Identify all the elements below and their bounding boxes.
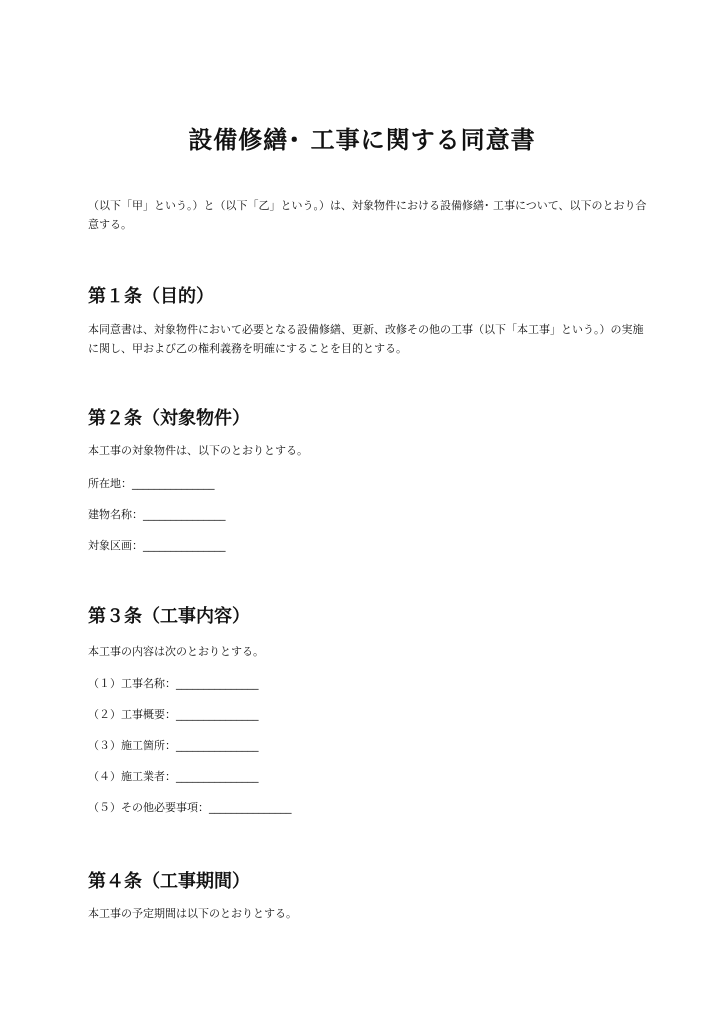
article-2-body: 本工事の対象物件は、以下のとおりとする。 (88, 444, 308, 457)
article-3-body: 本工事の内容は次のとおりとする。 (88, 645, 264, 658)
article-4-body: 本工事の予定期間は以下のとおりとする。 (88, 907, 297, 920)
article-2-heading: 第２条（対象物件） (88, 408, 250, 429)
article-3-item-3: （３）施工箇所：_______________ (88, 739, 259, 752)
article-1-body: 本同意書は、対象物件において必要となる設備修繕、更新、改修その他の工事（以下「本工事」という。）の実施に関し、甲および乙の権利義務を明確にすることを目的とする。 (88, 323, 644, 355)
article-3-item-1: （１）工事名称：_______________ (88, 677, 259, 690)
article-2-item-location: 所在地：_______________ (88, 477, 215, 490)
article-3-item-5: （５）その他必要事項：_______________ (88, 801, 292, 814)
article-4-heading: 第４条（工事期間） (88, 871, 250, 892)
article-1-heading: 第１条（目的） (88, 286, 214, 307)
article-3-heading: 第３条（工事内容） (88, 606, 250, 627)
article-3-item-4: （４）施工業者：_______________ (88, 770, 259, 783)
article-3-item-2: （２）工事概要：_______________ (88, 708, 259, 721)
article-2-item-target-area: 対象区画：_______________ (88, 539, 226, 552)
intro-paragraph: （以下「甲」という。）と（以下「乙」という。）は、対象物件における設備修繕･ 工事について、以下のとおり合意する。 (88, 199, 647, 231)
article-2-item-building-name: 建物名称：_______________ (88, 508, 226, 521)
document-title: 設備修繕･ 工事に関する同意書 (188, 126, 536, 154)
